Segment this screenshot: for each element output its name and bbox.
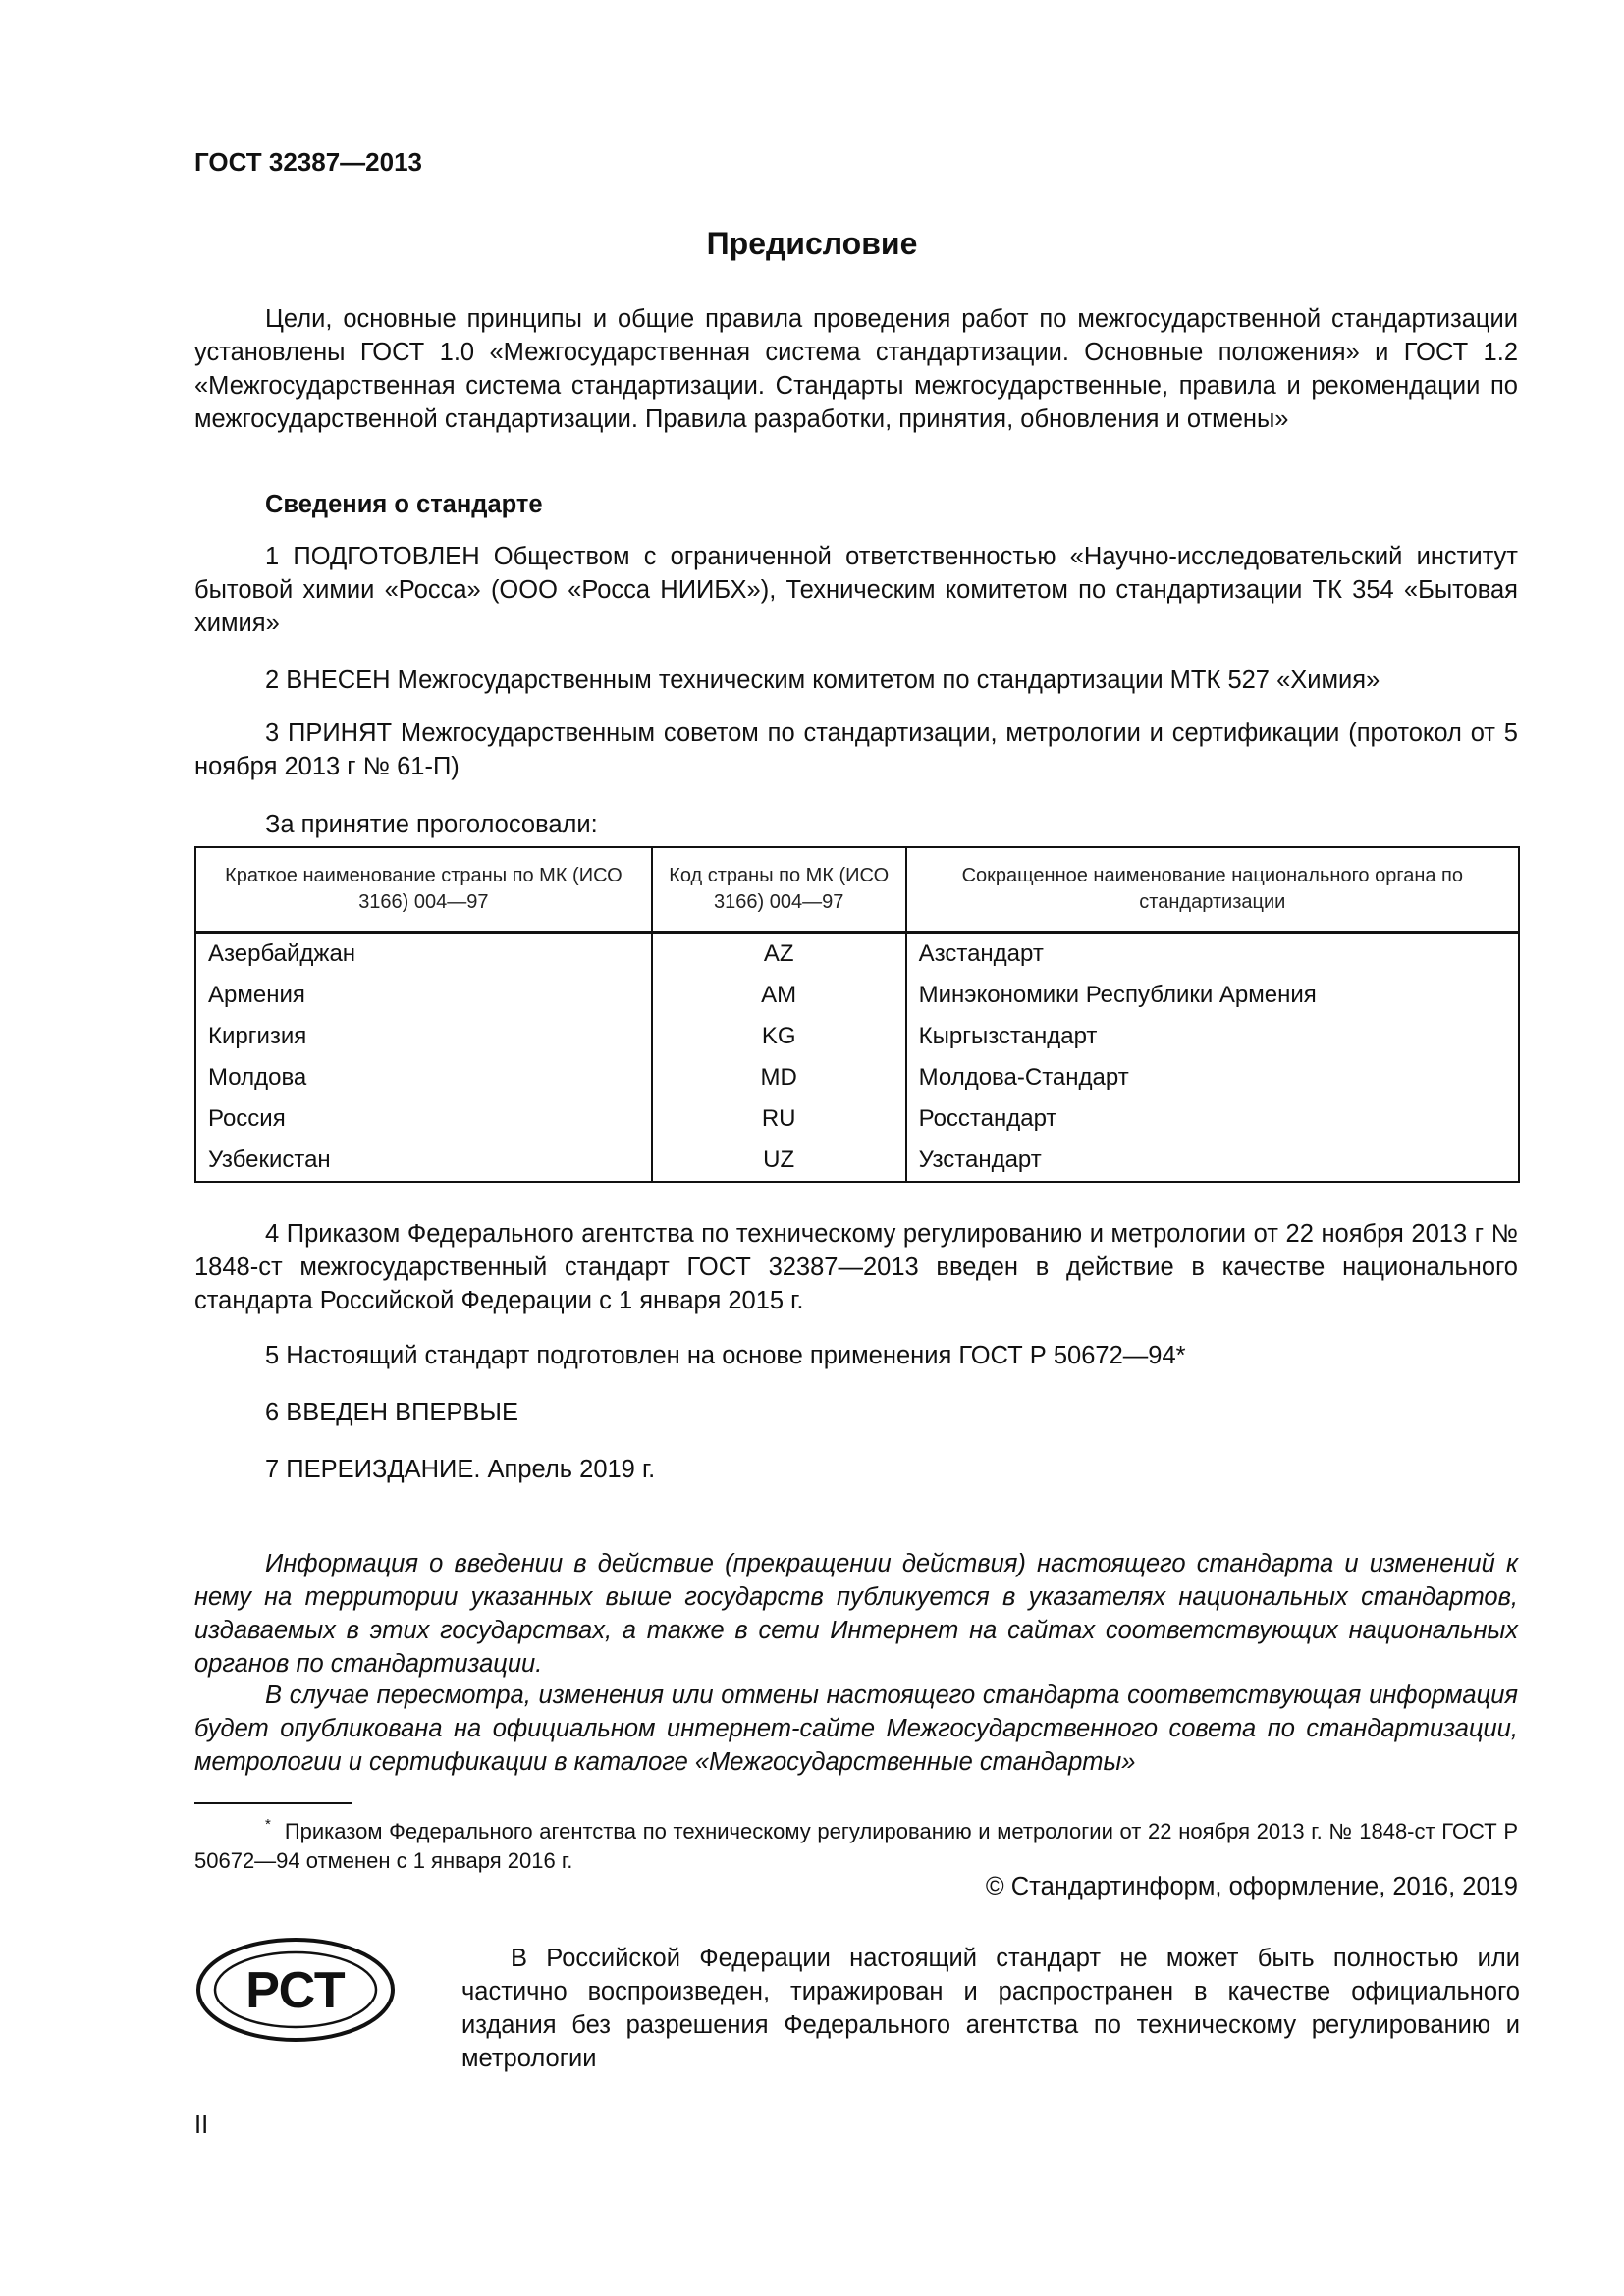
- table-row: [195, 1057, 1519, 1098]
- copyright-line: © Стандартинформ, оформление, 2016, 2019: [985, 1873, 1518, 1900]
- rst-logo: [194, 1936, 397, 2044]
- cell-code: AZ: [652, 933, 906, 976]
- cell-country: Азербайджан: [195, 933, 652, 976]
- header-country: Краткое наименование страны по МК (ИСО 3166) 004—97: [195, 847, 652, 933]
- header-code: Код страны по МК (ИСО 3166) 004—97: [652, 847, 906, 933]
- footnote-text: Приказом Федерального агентства по техническому регулированию и метрологии от 22 ноября 2013 г. № 1848-ст ГОСТ Р 50672—94 отменен с 1 января 2016 г.: [194, 1819, 1518, 1873]
- intro-paragraph: Цели, основные принципы и общие правила проведения работ по межгосударственной стандартизации установлены ГОСТ 1.0 «Межгосударственная система стандартизации. Основные положения» и ГОСТ 1.2 «Межгосударственная система стандартизации. Стандарты межгосударственные, правила и рекомендации по межгосударственной стандартизации. Правила разработки, принятия, обновления и отмены»: [194, 305, 1518, 433]
- cell-code: AM: [652, 975, 906, 1016]
- rights-notice: В Российской Федерации настоящий стандарт не может быть полностью или частично воспроизведен, тиражирован и распространен в качестве официального издания без разрешения Федерального агентства по техническому регулированию и метрологии: [461, 1945, 1520, 2072]
- table-row: [195, 1016, 1519, 1057]
- cell-country: Молдова: [195, 1057, 652, 1098]
- info-item-1: 1 ПОДГОТОВЛЕН Обществом с ограниченной ответственностью «Научно-исследовательский институт бытовой химии «Росса» (ООО «Росса НИИБХ»), Техническим комитетом по стандартизации ТК 354 «Бытовая химия»: [194, 543, 1518, 637]
- cell-body: Азстандарт: [906, 933, 1519, 976]
- cell-body: Узстандарт: [906, 1140, 1519, 1182]
- page-title: Предисловие: [706, 226, 918, 261]
- cell-country: Узбекистан: [195, 1140, 652, 1182]
- info-item-3: 3 ПРИНЯТ Межгосударственным советом по стандартизации, метрологии и сертификации (протокол от 5 ноября 2013 г № 61-П): [194, 720, 1518, 780]
- cell-country: Киргизия: [195, 1016, 652, 1057]
- cell-body: Минэкономики Республики Армения: [906, 975, 1519, 1016]
- table-header-row: [195, 847, 1519, 933]
- info-item-5: 5 Настоящий стандарт подготовлен на основе применения ГОСТ Р 50672—94*: [265, 1342, 1186, 1369]
- table-row: [195, 1140, 1519, 1182]
- cell-code: RU: [652, 1098, 906, 1140]
- voted-label: За принятие проголосовали:: [265, 811, 598, 838]
- info-item-2: 2 ВНЕСЕН Межгосударственным техническим комитетом по стандартизации МТК 527 «Химия»: [265, 667, 1380, 694]
- cell-body: Кыргызстандарт: [906, 1016, 1519, 1057]
- table-row: [195, 975, 1519, 1016]
- section-heading: Сведения о стандарте: [265, 491, 543, 518]
- logo-text: РСТ: [245, 1962, 346, 2019]
- info-item-7: 7 ПЕРЕИЗДАНИЕ. Апрель 2019 г.: [265, 1456, 656, 1483]
- cell-country: Россия: [195, 1098, 652, 1140]
- cell-body: Росстандарт: [906, 1098, 1519, 1140]
- info-item-4: 4 Приказом Федерального агентства по техническому регулированию и метрологии от 22 ноября 2013 г № 1848-ст межгосударственный стандарт ГОСТ 32387—2013 введен в действие в качестве национального стандарта Российской Федерации с 1 января 2015 г.: [194, 1220, 1518, 1314]
- footnote-mark: *: [265, 1816, 271, 1833]
- notice-paragraph-2: В случае пересмотра, изменения или отмены настоящего стандарта соответствующая информация будет опубликована на официальном интернет-сайте Межгосударственного совета по стандартизации, метрологии и сертификации в каталоге «Межгосударственные стандарты»: [194, 1682, 1518, 1776]
- info-item-6: 6 ВВЕДЕН ВПЕРВЫЕ: [265, 1399, 519, 1426]
- cell-code: KG: [652, 1016, 906, 1057]
- cell-body: Молдова-Стандарт: [906, 1057, 1519, 1098]
- footnote-divider: [194, 1802, 352, 1804]
- header-body: Сокращенное наименование национального органа по стандартизации: [906, 847, 1519, 933]
- notice-paragraph-1: Информация о введении в действие (прекращении действия) настоящего стандарта и изменений к нему на территории указанных выше государств публикуется в указателях национальных стандартов, издаваемых в этих государствах, а также в сети Интернет на сайтах соответствующих национальных органов по стандартизации.: [194, 1550, 1518, 1678]
- page-number: II: [194, 2111, 209, 2139]
- table-row: [195, 933, 1519, 976]
- table-row: [195, 1098, 1519, 1140]
- cell-code: MD: [652, 1057, 906, 1098]
- cell-country: Армения: [195, 975, 652, 1016]
- cell-code: UZ: [652, 1140, 906, 1182]
- footnote: [194, 1810, 1518, 1876]
- document-code: ГОСТ 32387—2013: [194, 147, 422, 177]
- voting-table: [194, 846, 1520, 1183]
